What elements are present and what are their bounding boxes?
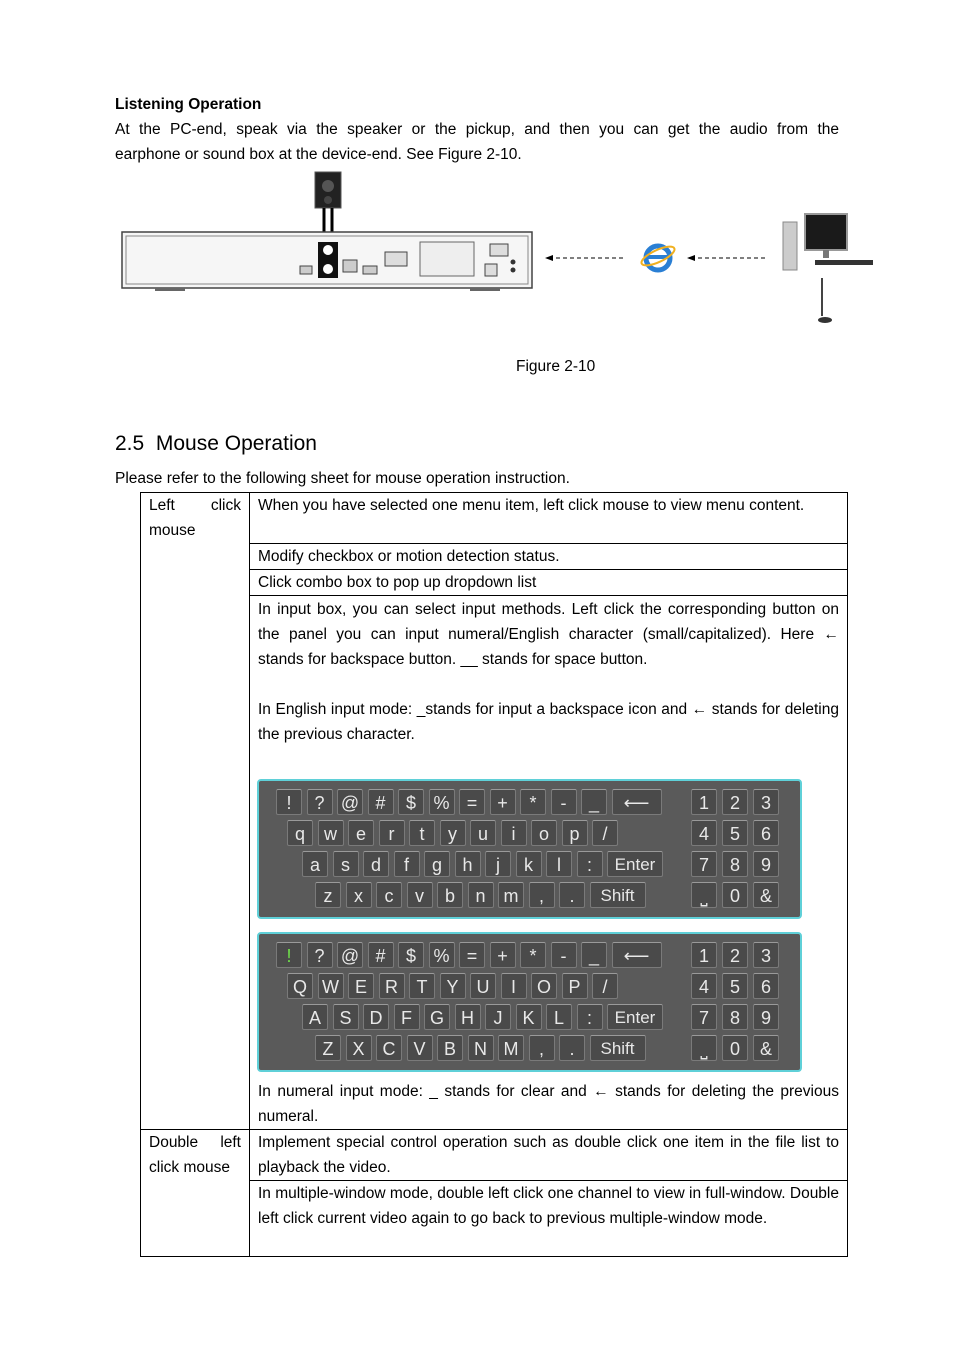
key-3-5[interactable]: N: [468, 1035, 494, 1061]
section-heading: [115, 432, 317, 456]
key-0-7[interactable]: +: [490, 789, 516, 815]
num-key-3[interactable]: 4: [691, 973, 717, 999]
key-2-10[interactable]: Enter: [607, 1004, 663, 1030]
key-1-3[interactable]: r: [379, 820, 405, 846]
key-2-0[interactable]: A: [302, 1004, 328, 1030]
listening-heading: Listening Operation: [115, 96, 262, 113]
key-0-1[interactable]: ?: [307, 789, 333, 815]
key-2-5[interactable]: H: [455, 1004, 481, 1030]
num-key-8[interactable]: 9: [753, 851, 779, 877]
key-0-6[interactable]: =: [459, 942, 485, 968]
section-intro: Please refer to the following sheet for mouse operation instruction.: [115, 470, 570, 487]
num-key-1[interactable]: 2: [722, 789, 748, 815]
num-key-6[interactable]: 7: [691, 1004, 717, 1030]
key-3-4[interactable]: b: [437, 882, 463, 908]
left-row-2: Modify checkbox or motion detection status.: [250, 544, 848, 570]
num-key-8[interactable]: 9: [753, 1004, 779, 1030]
section-number: 2.5: [115, 432, 145, 455]
num-key-0[interactable]: 1: [691, 789, 717, 815]
key-3-1[interactable]: x: [346, 882, 372, 908]
num-key-7[interactable]: 8: [722, 1004, 748, 1030]
key-0-11[interactable]: ⟵: [612, 789, 662, 815]
key-3-9[interactable]: Shift: [590, 882, 646, 908]
numeral-para: In numeral input mode: _ stands for clear and ← stands for deleting the previous numeral.: [258, 1083, 839, 1125]
num-key-9[interactable]: ⎵: [691, 1035, 717, 1061]
num-key-4[interactable]: 5: [722, 820, 748, 846]
key-1-7[interactable]: I: [501, 973, 527, 999]
speaker-icon: [315, 172, 341, 208]
key-2-1[interactable]: s: [333, 851, 359, 877]
key-1-8[interactable]: o: [531, 820, 557, 846]
double-row-1: Implement special control operation such as double click one item in the file list to playback the video.: [250, 1130, 848, 1181]
num-key-7[interactable]: 8: [722, 851, 748, 877]
num-key-10[interactable]: 0: [722, 1035, 748, 1061]
internet-explorer-icon: [639, 243, 677, 270]
input-para-1: In input box, you can select input methods. Left click the corresponding button on the panel you can input numeral/English character (small/capitalized). Here ← stands for backspace button. __ stands for space button.: [258, 601, 839, 668]
key-0-5[interactable]: %: [429, 942, 455, 968]
key-2-2[interactable]: D: [363, 1004, 389, 1030]
num-key-9[interactable]: ⎵: [691, 882, 717, 908]
table-row: Double left click mouse Implement special control operation such as double click one item in the file list to playback the video.: [141, 1130, 848, 1181]
key-1-2[interactable]: e: [348, 820, 374, 846]
key-1-1[interactable]: W: [318, 973, 344, 999]
key-3-4[interactable]: B: [437, 1035, 463, 1061]
key-2-5[interactable]: h: [455, 851, 481, 877]
key-0-7[interactable]: +: [490, 942, 516, 968]
key-0-11[interactable]: ⟵: [612, 942, 662, 968]
figure-2-10-diagram: [115, 170, 885, 330]
key-3-2[interactable]: C: [376, 1035, 402, 1061]
key-3-7[interactable]: ,: [529, 1035, 555, 1061]
key-3-8[interactable]: .: [559, 1035, 585, 1061]
key-3-3[interactable]: V: [407, 1035, 433, 1061]
key-2-9[interactable]: :: [577, 851, 603, 877]
num-key-1[interactable]: 2: [722, 942, 748, 968]
key-3-9[interactable]: Shift: [590, 1035, 646, 1061]
key-0-3[interactable]: #: [368, 789, 394, 815]
key-0-10[interactable]: _: [581, 942, 607, 968]
mouse-operation-table: [140, 492, 848, 1257]
key-1-6[interactable]: U: [470, 973, 496, 999]
key-1-5[interactable]: y: [440, 820, 466, 846]
key-3-1[interactable]: X: [346, 1035, 372, 1061]
key-2-8[interactable]: L: [546, 1004, 572, 1030]
key-0-5[interactable]: %: [429, 789, 455, 815]
num-key-3[interactable]: 4: [691, 820, 717, 846]
key-1-5[interactable]: Y: [440, 973, 466, 999]
dvr-rear-panel-icon: [122, 232, 532, 291]
key-2-4[interactable]: g: [424, 851, 450, 877]
key-1-6[interactable]: u: [470, 820, 496, 846]
keyboard-uppercase: [257, 932, 802, 1072]
key-2-9[interactable]: :: [577, 1004, 603, 1030]
num-key-6[interactable]: 7: [691, 851, 717, 877]
key-2-3[interactable]: f: [394, 851, 420, 877]
key-1-10[interactable]: /: [592, 973, 618, 999]
key-0-3[interactable]: #: [368, 942, 394, 968]
key-1-0[interactable]: Q: [287, 973, 313, 999]
listening-para-line1: At the PC-end, speak via the speaker or the pickup, and then you can get the audio from the: [115, 121, 839, 138]
key-2-0[interactable]: a: [302, 851, 328, 877]
key-2-7[interactable]: K: [516, 1004, 542, 1030]
num-key-10[interactable]: 0: [722, 882, 748, 908]
key-3-5[interactable]: n: [468, 882, 494, 908]
left-row-1: When you have selected one menu item, left click mouse to view menu content.: [250, 493, 848, 544]
num-key-4[interactable]: 5: [722, 973, 748, 999]
input-para-2: In English input mode: _stands for input a backspace icon and ← stands for deleting the previous character.: [258, 701, 839, 743]
key-1-1[interactable]: w: [318, 820, 344, 846]
key-3-2[interactable]: c: [376, 882, 402, 908]
key-1-9[interactable]: p: [562, 820, 588, 846]
key-1-3[interactable]: R: [379, 973, 405, 999]
key-0-0[interactable]: !: [276, 789, 302, 815]
key-2-2[interactable]: d: [363, 851, 389, 877]
key-0-4[interactable]: $: [398, 942, 424, 968]
num-key-0[interactable]: 1: [691, 942, 717, 968]
left-row-3: Click combo box to pop up dropdown list: [250, 570, 848, 596]
key-0-0[interactable]: !: [276, 942, 302, 968]
key-3-0[interactable]: z: [315, 882, 341, 908]
key-3-6[interactable]: m: [498, 882, 524, 908]
key-1-8[interactable]: O: [531, 973, 557, 999]
key-3-6[interactable]: M: [498, 1035, 524, 1061]
key-1-2[interactable]: E: [348, 973, 374, 999]
key-1-9[interactable]: P: [562, 973, 588, 999]
key-0-8[interactable]: *: [520, 789, 546, 815]
keyboard-lowercase: [257, 779, 802, 919]
num-key-5[interactable]: 6: [753, 820, 779, 846]
num-key-5[interactable]: 6: [753, 973, 779, 999]
key-0-4[interactable]: $: [398, 789, 424, 815]
key-0-1[interactable]: ?: [307, 942, 333, 968]
key-2-4[interactable]: G: [424, 1004, 450, 1030]
key-0-9[interactable]: -: [551, 942, 577, 968]
key-3-8[interactable]: .: [559, 882, 585, 908]
table-row: [141, 493, 848, 544]
key-2-10[interactable]: Enter: [607, 851, 663, 877]
computer-icon: [783, 214, 873, 323]
listening-para-line2: earphone or sound box at the device-end. See Figure 2-10.: [115, 146, 522, 163]
figure-caption: Figure 2-10: [516, 358, 596, 375]
section-title: Mouse Operation: [155, 432, 317, 455]
key-1-7[interactable]: i: [501, 820, 527, 846]
left-click-label-rest: mouse: [149, 522, 196, 539]
key-0-2[interactable]: @: [337, 789, 363, 815]
key-2-7[interactable]: k: [516, 851, 542, 877]
key-1-4[interactable]: T: [409, 973, 435, 999]
key-3-7[interactable]: ,: [529, 882, 555, 908]
key-0-10[interactable]: _: [581, 789, 607, 815]
key-1-4[interactable]: t: [409, 820, 435, 846]
key-2-6[interactable]: J: [485, 1004, 511, 1030]
key-0-2[interactable]: @: [337, 942, 363, 968]
key-2-6[interactable]: j: [485, 851, 511, 877]
key-2-8[interactable]: l: [546, 851, 572, 877]
num-key-11[interactable]: &: [753, 1035, 779, 1061]
key-2-3[interactable]: F: [394, 1004, 420, 1030]
key-0-8[interactable]: *: [520, 942, 546, 968]
double-row-2: In multiple-window mode, double left click one channel to view in full-window. Double left click current video again to go back to previous multiple-window mode.: [250, 1181, 848, 1257]
key-0-6[interactable]: =: [459, 789, 485, 815]
left-click-label: Left click mouse: [141, 493, 250, 1130]
key-1-0[interactable]: q: [287, 820, 313, 846]
key-2-1[interactable]: S: [333, 1004, 359, 1030]
key-1-10[interactable]: /: [592, 820, 618, 846]
num-key-2[interactable]: 3: [753, 789, 779, 815]
num-key-11[interactable]: &: [753, 882, 779, 908]
key-3-0[interactable]: Z: [315, 1035, 341, 1061]
num-key-2[interactable]: 3: [753, 942, 779, 968]
key-3-3[interactable]: v: [407, 882, 433, 908]
key-0-9[interactable]: -: [551, 789, 577, 815]
